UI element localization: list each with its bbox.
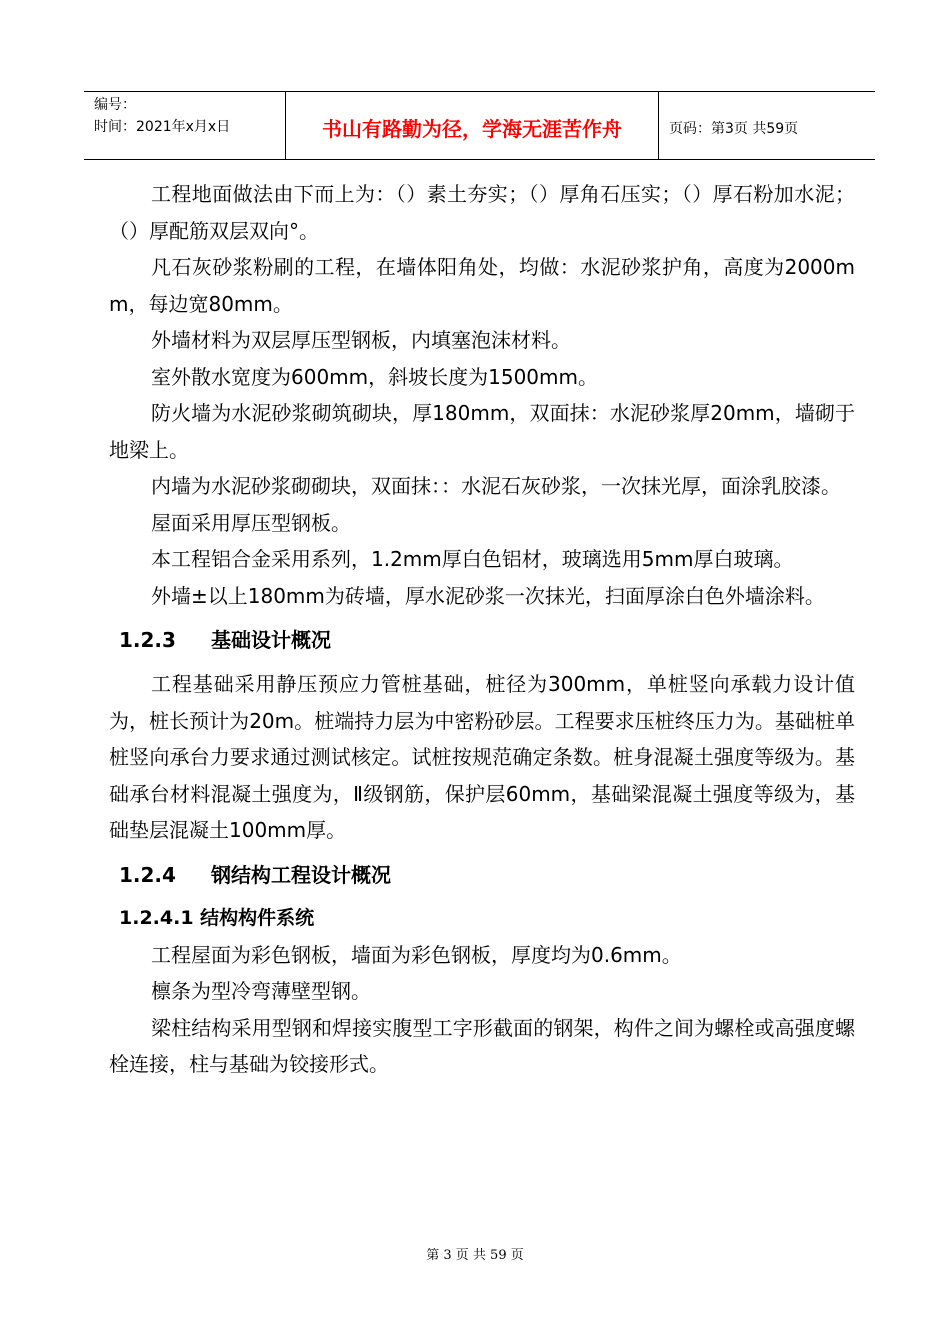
paragraph: 檩条为型冷弯薄壁型钢。 xyxy=(151,979,371,1003)
paragraph: 工程屋面为彩色钢板，墙面为彩色钢板，厚度均为0.6mm。 xyxy=(151,942,682,967)
paragraph: 外墙±以上180mm为砖墙，厚水泥砂浆一次抹光，扫面厚涂白色外墙涂料。 xyxy=(151,583,825,608)
subsection-heading-1-2-4-1: 1.2.4.1 结构构件系统 xyxy=(119,906,315,929)
paragraph: 外墙材料为双层厚压型钢板，内填塞泡沫材料。 xyxy=(151,328,571,352)
paragraph: 内墙为水泥砂浆砌砌块，双面抹：：水泥石灰砂浆，一次抹光厚，面涂乳胶漆。 xyxy=(151,474,841,498)
document-number: 编号： xyxy=(94,97,136,113)
document-body xyxy=(109,176,855,1083)
section-heading-1-2-3 xyxy=(119,626,855,654)
section-title: 钢结构工程设计概况 xyxy=(211,862,391,887)
header-meta xyxy=(84,92,286,159)
document-time: 时间：2021年x月x日 xyxy=(94,119,231,135)
paragraph: 工程地面做法由下而上为：（）素土夯实；（）厚角石压实；（）厚石粉加水泥；（）厚配筋双层双向°。 xyxy=(109,182,855,243)
paragraph: 本工程铝合金采用系列，1.2mm厚白色铝材，玻璃选用5mm厚白玻璃。 xyxy=(151,547,794,571)
paragraph: 工程基础采用静压预应力管桩基础，桩径为300mm，单桩竖向承载力设计值为，桩长预计为20m。桩端持力层为中密粉砂层。工程要求压桩终压力为。基础桩单桩竖向承台力要求通过测试核定。试桩按规范确定条数。桩身混凝土强度等级为。基础承台材料混凝土强度为，Ⅱ级钢筋，保护层60mm，基础梁混凝土强度等级为，基础垫层混凝土100mm厚。 xyxy=(109,672,855,842)
paragraph: 防火墙为水泥砂浆砌筑砌块，厚180mm，双面抹：水泥砂浆厚20mm，墙砌于地梁上。 xyxy=(109,401,855,462)
section-heading-1-2-4 xyxy=(119,861,855,889)
paragraph: 屋面采用厚压型钢板。 xyxy=(151,510,351,535)
section-number: 1.2.4 xyxy=(119,862,176,887)
paragraph: 凡石灰砂浆粉刷的工程，在墙体阳角处，均做：水泥砂浆护角，高度为2000mm，每边宽80mm。 xyxy=(109,255,855,316)
page-footer: 第 3 页 共 59 页 xyxy=(426,1248,524,1263)
paragraph: 室外散水宽度为600mm，斜坡长度为1500mm。 xyxy=(151,364,599,389)
section-number: 1.2.3 xyxy=(119,628,176,652)
page-header xyxy=(84,91,875,160)
header-page-number: 页码：第3页 共59页 xyxy=(669,120,799,137)
paragraph: 梁柱结构采用型钢和焊接实腹型工字形截面的钢架，构件之间为螺栓或高强度螺栓连接，柱与基础为铰接形式。 xyxy=(109,1015,855,1076)
header-motto: 书山有路勤为径，学海无涯苦作舟 xyxy=(286,92,659,159)
section-title: 基础设计概况 xyxy=(211,628,331,652)
